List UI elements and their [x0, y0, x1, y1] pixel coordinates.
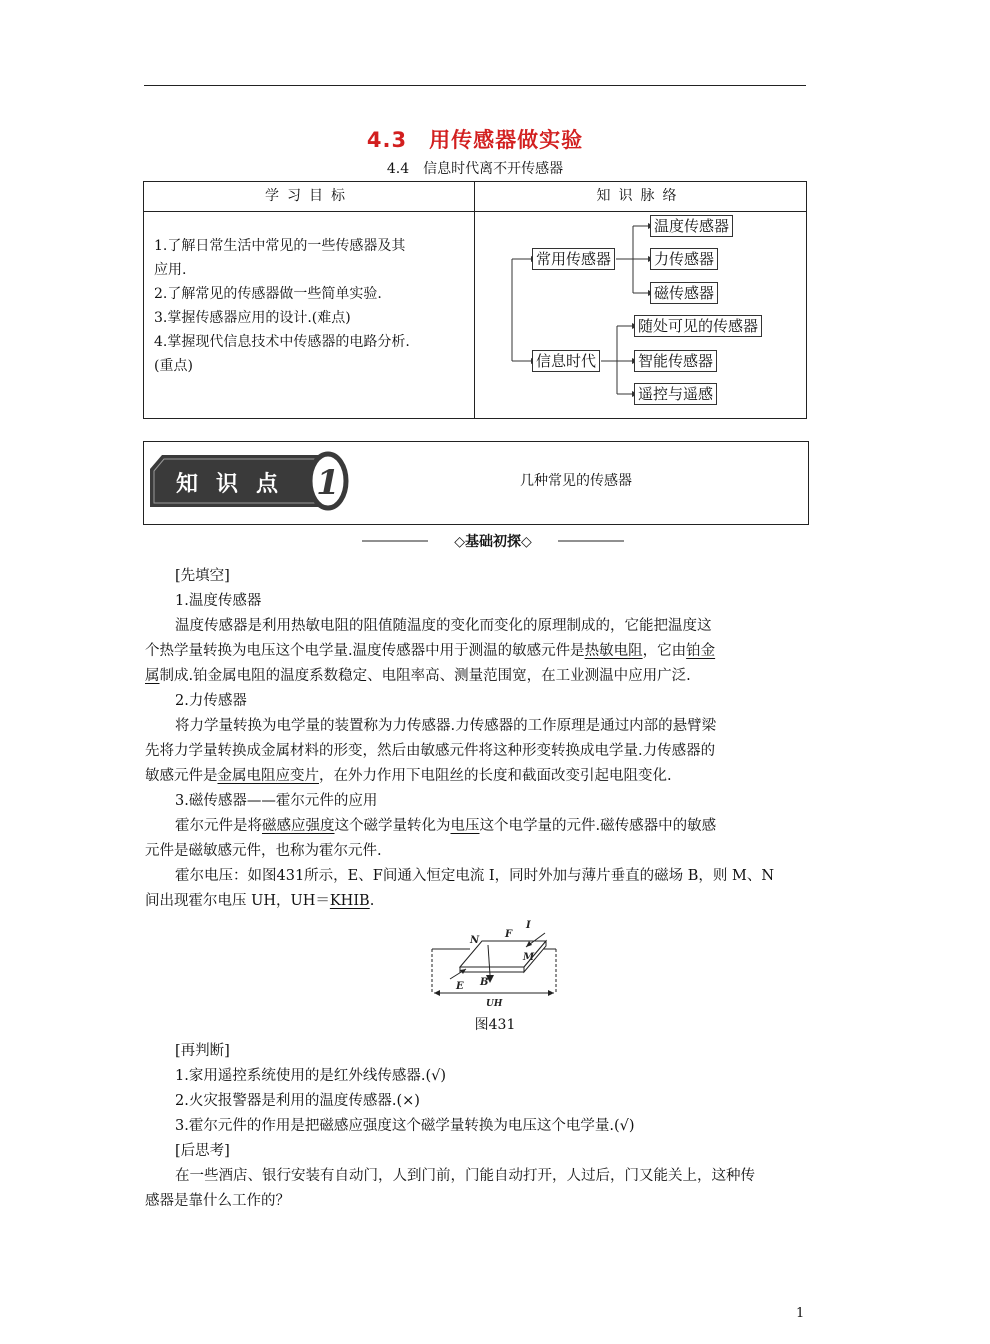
map-node-common-sensors: 常用传感器: [532, 248, 615, 270]
answer-span: 热敏电阻: [584, 643, 643, 659]
paragraph-line: 先将力学量转换成金属材料的形变，然后由敏感元件将这种形变转换成电学量.力传感器的: [145, 743, 716, 759]
paragraph-line: 元件是磁敏感元件，也称为霍尔元件.: [145, 843, 382, 859]
goal-line: 应用.: [154, 262, 187, 278]
header-rule: [144, 85, 806, 86]
hall-element-diagram: [430, 915, 560, 1009]
badge-graphic: [150, 449, 346, 511]
answer-span: 铂金: [686, 643, 716, 659]
goal-line: 2.了解常见的传感器做一些简单实验.: [154, 286, 382, 302]
page-title: 4.3 用传感器做实验: [366, 128, 584, 152]
text-span: 这个电学量的元件.磁传感器中的敏感: [479, 818, 717, 834]
goal-line: (重点): [154, 358, 193, 374]
text-span: 这个磁学量转化为: [334, 818, 451, 834]
label-b: B: [480, 977, 489, 988]
paragraph-line: 在一些酒店、银行安装有自动门，人到门前，门能自动打开，人过后，门又能关上，这种传: [175, 1168, 755, 1184]
answer-span: 属: [145, 668, 160, 684]
paragraph-line: [175, 814, 716, 835]
page-subtitle: 4.4 信息时代离不开传感器: [386, 161, 564, 177]
judge-item: 2.火灾报警器是利用的温度传感器.(×): [175, 1093, 420, 1109]
label-i: I: [526, 920, 531, 931]
knowledge-point-badge: [150, 449, 346, 511]
think-label: [后思考]: [175, 1143, 230, 1159]
knowledge-map: [475, 212, 807, 419]
mag-heading: 3.磁传感器——霍尔元件的应用: [175, 793, 378, 809]
judge-label: [再判断]: [175, 1043, 230, 1059]
judge-item: 1.家用遥控系统使用的是红外线传感器.(√): [175, 1068, 446, 1084]
text-span: 制成.铂金属电阻的温度系数稳定、电阻率高、测量范围宽，在工业测温中应用广泛.: [159, 668, 691, 684]
goal-line: 4.掌握现代信息技术中传感器的电路分析.: [154, 334, 410, 350]
section-title: 几种常见的传感器: [520, 473, 632, 489]
text-span: 敏感元件是: [145, 768, 218, 784]
label-f: F: [505, 929, 513, 940]
map-node: 智能传感器: [634, 350, 717, 372]
paragraph-line: 将力学量转换为电学量的装置称为力传感器.力传感器的工作原理是通过内部的悬臂梁: [175, 718, 717, 734]
answer-span: KHIB: [329, 893, 370, 909]
map-node: 随处可见的传感器: [634, 315, 762, 337]
judge-item: 3.霍尔元件的作用是把磁感应强度这个磁学量转换为电压这个电学量.(√): [175, 1118, 635, 1134]
goals-table: [143, 181, 807, 419]
text-span: ，在外力作用下电阻丝的长度和截面改变引起电阻变化.: [319, 768, 672, 784]
sub-heading: [362, 531, 624, 551]
paragraph-line: [145, 764, 672, 785]
map-node: 磁传感器: [650, 282, 718, 304]
text-span: 间出现霍尔电压 UH，UH＝: [145, 893, 330, 909]
text-span: ，它由: [642, 643, 687, 659]
answer-span: 电压: [450, 818, 480, 834]
map-node-info-age: 信息时代: [532, 350, 600, 372]
temp-heading: 1.温度传感器: [175, 593, 262, 609]
goals-cell: [144, 212, 475, 419]
text-span: 霍尔元件是将: [175, 818, 262, 834]
goals-header: 学习目标: [144, 182, 475, 212]
hall-element-figure: [430, 915, 560, 1009]
sub-heading-text: ◇基础初探◇: [428, 531, 558, 551]
map-node: 力传感器: [650, 248, 718, 270]
label-e: E: [456, 981, 464, 992]
paragraph-line: [145, 664, 691, 685]
badge-label: 知识点: [175, 472, 297, 497]
paragraph-line: 霍尔电压：如图431所示，E、F间通入恒定电流 I，同时外加与薄片垂直的磁场 B，则 M、N: [175, 868, 775, 884]
label-uh: UH: [486, 999, 503, 1009]
force-heading: 2.力传感器: [175, 693, 247, 709]
paragraph-line: [145, 889, 374, 910]
map-node: 遥控与遥感: [634, 383, 717, 405]
goal-line: 1.了解日常生活中常见的一些传感器及其: [154, 238, 406, 254]
badge-number: 1: [316, 463, 340, 503]
text-span: .: [369, 893, 375, 909]
answer-span: 金属电阻应变片: [217, 768, 319, 784]
page-number: 1: [796, 1306, 805, 1321]
paragraph-line: 感器是靠什么工作的？: [145, 1193, 290, 1209]
goal-line: 3.掌握传感器应用的设计.(难点): [154, 310, 351, 326]
paragraph-line: 温度传感器是利用热敏电阻的阻值随温度的变化而变化的原理制成的，它能把温度这: [175, 618, 712, 634]
map-node: 温度传感器: [650, 215, 733, 237]
figure-caption: 图431: [474, 1017, 516, 1033]
paragraph-line: [145, 639, 715, 660]
label-n: N: [470, 935, 480, 946]
map-header: 知识脉络: [475, 182, 807, 212]
fill-label: [先填空]: [175, 568, 230, 584]
label-m: M: [523, 952, 535, 963]
text-span: 个热学量转换为电压这个电学量.温度传感器中用于测温的敏感元件是: [145, 643, 585, 659]
answer-span: 磁感应强度: [262, 818, 335, 834]
